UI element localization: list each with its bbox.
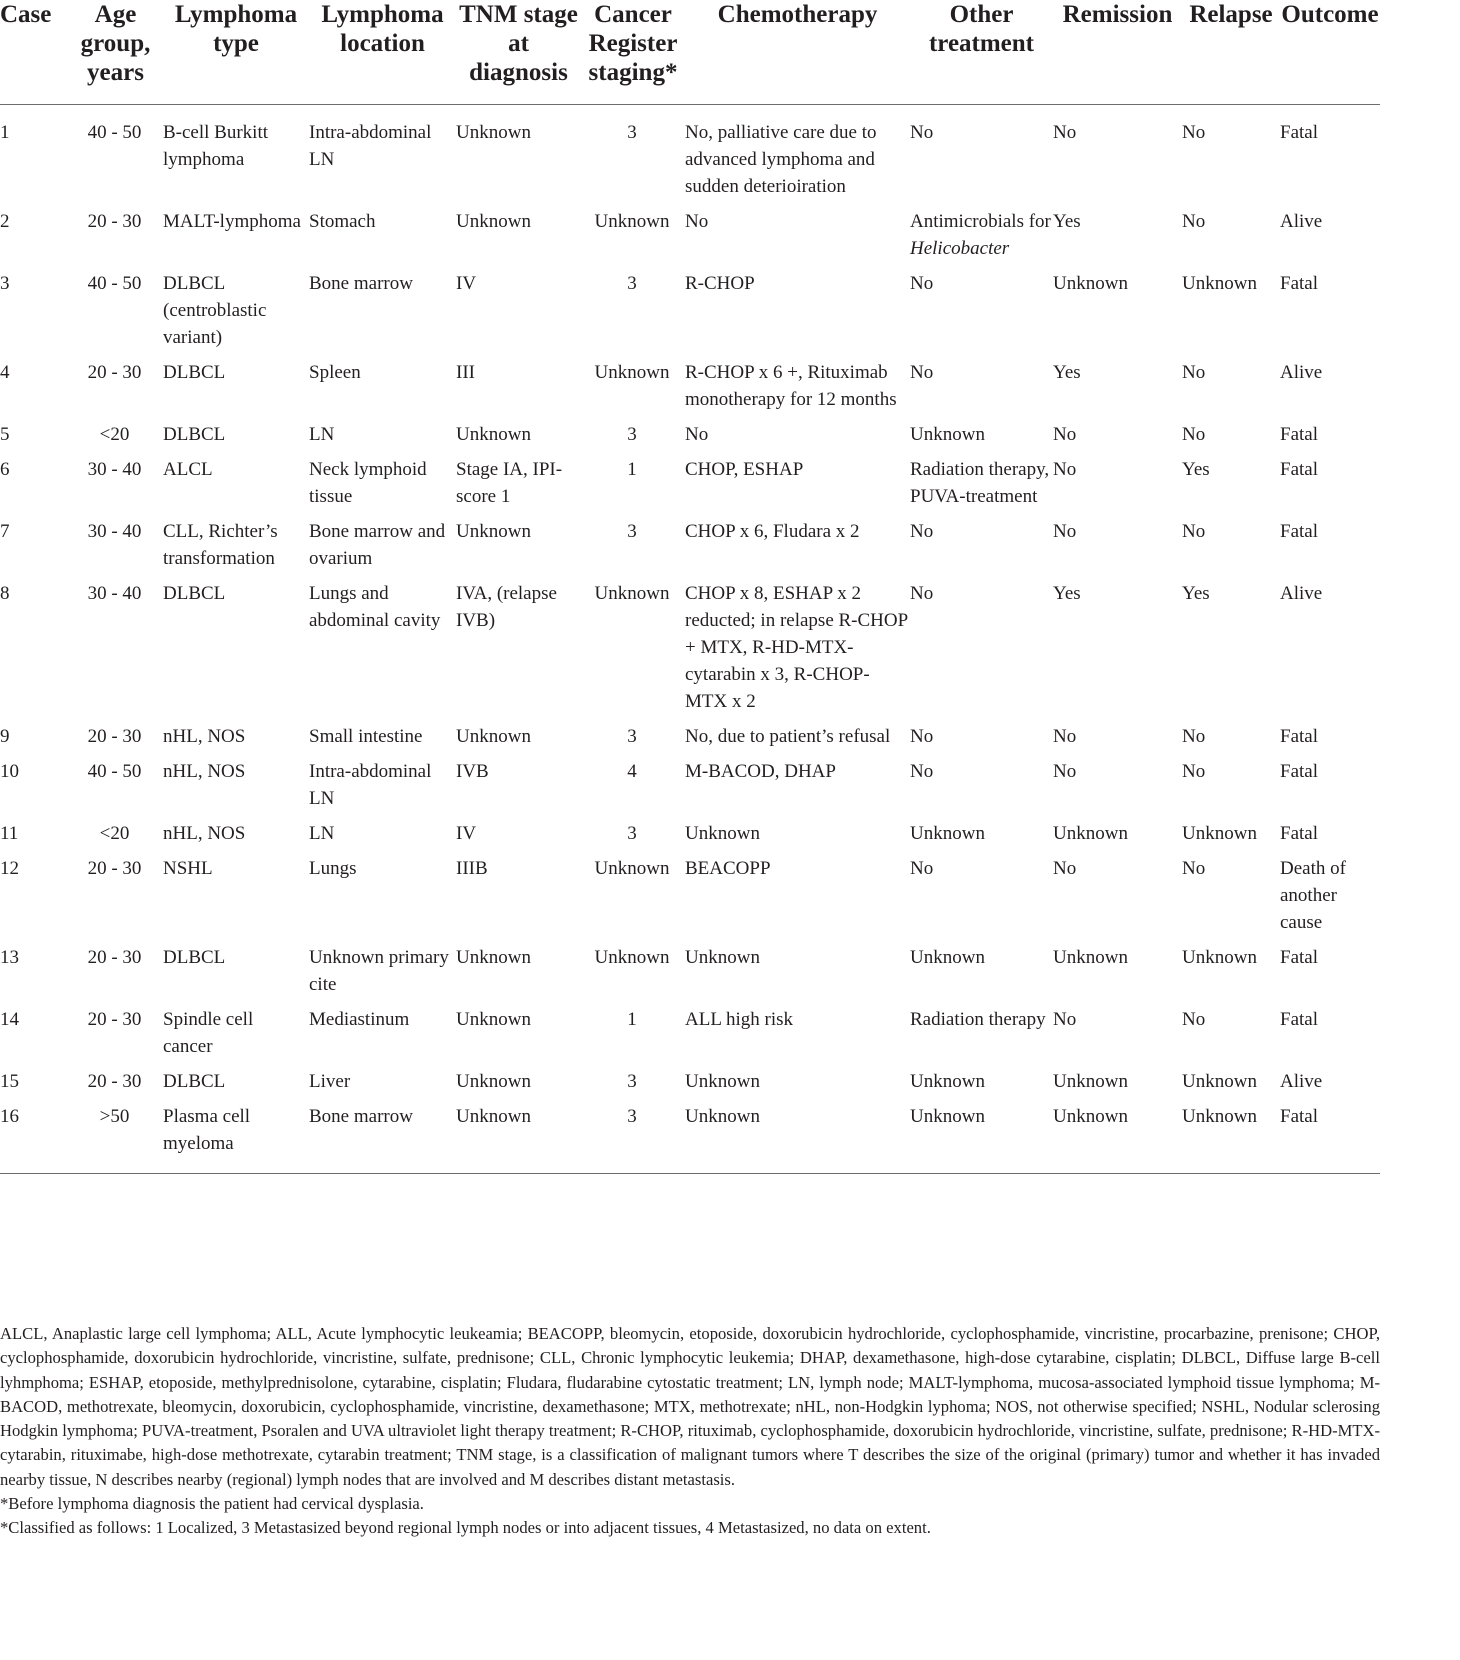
cell-chemotherapy: R-CHOP x 6 +, Rituximab monotherapy for 12 months — [685, 362, 897, 410]
table-row — [0, 816, 1380, 851]
cell-register-staging: 3 — [627, 273, 637, 294]
cell-lymphoma-location: Liver — [309, 1071, 351, 1092]
cell-age-group: 30 - 40 — [87, 583, 142, 604]
table-row — [0, 452, 1380, 514]
cell-lymphoma-location: Intra-abdominal LN — [309, 122, 432, 170]
cell-relapse: No — [1182, 726, 1206, 747]
cell-other-treatment: Radiation therapy, PUVA-treatment — [910, 459, 1050, 507]
cell-case: 7 — [0, 521, 10, 542]
cell-outcome: Alive — [1280, 211, 1323, 232]
footnote-staging-classification: *Classified as follows: 1 Localized, 3 Metastasized beyond regional lymph nodes or into adjacent tissues, 4 Metastasized, no data on extent. — [0, 1518, 931, 1538]
cell-remission: No — [1053, 459, 1077, 480]
cell-other-treatment: No — [910, 858, 934, 879]
cell-age-group: <20 — [99, 823, 130, 844]
cell-other-treatment: Unknown — [910, 424, 985, 445]
table-row — [0, 514, 1380, 576]
cell-lymphoma-type: Plasma cell myeloma — [163, 1106, 251, 1154]
cell-lymphoma-location: Stomach — [309, 211, 376, 232]
cell-relapse: No — [1182, 1009, 1206, 1030]
cell-relapse: Unknown — [1182, 1071, 1257, 1092]
cell-tnm-stage: Stage IA, IPI-score 1 — [456, 459, 563, 507]
cell-case: 14 — [0, 1009, 19, 1030]
cell-age-group: 40 - 50 — [87, 273, 142, 294]
header-outcome: Outcome — [1280, 0, 1380, 105]
italic-term: Helicobacter — [910, 238, 1010, 259]
cell-chemotherapy: CHOP x 6, Fludara x 2 — [685, 521, 860, 542]
cell-register-staging: Unknown — [594, 211, 670, 232]
cell-tnm-stage: III — [456, 362, 475, 383]
cell-outcome: Fatal — [1280, 761, 1318, 782]
cell-register-staging: 4 — [627, 761, 637, 782]
cell-lymphoma-location: LN — [309, 424, 335, 445]
cell-age-group: 20 - 30 — [87, 211, 142, 232]
cell-outcome: Fatal — [1280, 1106, 1318, 1127]
cell-remission: No — [1053, 761, 1077, 782]
cell-tnm-stage: IIIB — [456, 858, 488, 879]
table-row — [0, 754, 1380, 816]
header-case: Case — [0, 0, 68, 105]
cell-lymphoma-type: MALT-lymphoma — [163, 211, 301, 232]
cell-register-staging: 3 — [627, 1106, 637, 1127]
cell-relapse: No — [1182, 761, 1206, 782]
table-row — [0, 204, 1380, 266]
cell-remission: Yes — [1053, 211, 1081, 232]
cell-case: 1 — [0, 122, 10, 143]
cell-tnm-stage: Unknown — [456, 1106, 531, 1127]
cell-case: 3 — [0, 273, 10, 294]
table-row — [0, 355, 1380, 417]
cell-remission: Unknown — [1053, 947, 1128, 968]
cell-tnm-stage: IVB — [456, 761, 489, 782]
header-cancer-register-staging: Cancer Register staging* — [581, 0, 685, 105]
cell-lymphoma-location: Small intestine — [309, 726, 423, 747]
header-remission: Remission — [1053, 0, 1182, 105]
cell-chemotherapy: BEACOPP — [685, 858, 771, 879]
cell-case: 5 — [0, 424, 10, 445]
cell-tnm-stage: IV — [456, 823, 477, 844]
cell-outcome: Fatal — [1280, 1009, 1318, 1030]
cell-outcome: Death of another cause — [1280, 858, 1346, 933]
cell-tnm-stage: Unknown — [456, 1009, 531, 1030]
table-row — [0, 1002, 1380, 1064]
cell-age-group: 20 - 30 — [87, 858, 142, 879]
cell-outcome: Alive — [1280, 1071, 1323, 1092]
cell-tnm-stage: Unknown — [456, 211, 531, 232]
table-row — [0, 417, 1380, 452]
cell-remission: Unknown — [1053, 823, 1128, 844]
cell-outcome: Fatal — [1280, 273, 1318, 294]
cell-lymphoma-type: nHL, NOS — [163, 726, 246, 747]
cell-relapse: Unknown — [1182, 1106, 1257, 1127]
cell-tnm-stage: Unknown — [456, 947, 531, 968]
cell-lymphoma-location: Bone marrow and ovarium — [309, 521, 446, 569]
cell-lymphoma-type: nHL, NOS — [163, 761, 246, 782]
cell-lymphoma-location: Lungs — [309, 858, 357, 879]
cell-remission: Unknown — [1053, 273, 1128, 294]
cell-tnm-stage: Unknown — [456, 521, 531, 542]
cell-remission: No — [1053, 424, 1077, 445]
cell-other-treatment: No — [910, 761, 934, 782]
cell-lymphoma-location: Mediastinum — [309, 1009, 410, 1030]
cell-remission: No — [1053, 726, 1077, 747]
cell-relapse: Unknown — [1182, 273, 1257, 294]
cell-remission: Yes — [1053, 583, 1081, 604]
cell-outcome: Fatal — [1280, 521, 1318, 542]
cell-lymphoma-type: B-cell Burkitt lymphoma — [163, 122, 269, 170]
cell-relapse: No — [1182, 362, 1206, 383]
cell-outcome: Fatal — [1280, 823, 1318, 844]
cell-age-group: 30 - 40 — [87, 521, 142, 542]
cell-tnm-stage: Unknown — [456, 726, 531, 747]
cell-relapse: No — [1182, 424, 1206, 445]
cell-tnm-stage: IVA, (relapse IVB) — [456, 583, 557, 631]
cell-lymphoma-type: Spindle cell cancer — [163, 1009, 254, 1057]
cell-outcome: Fatal — [1280, 726, 1318, 747]
cell-register-staging: 3 — [627, 726, 637, 747]
cell-chemotherapy: CHOP, ESHAP — [685, 459, 804, 480]
cell-outcome: Fatal — [1280, 947, 1318, 968]
cell-chemotherapy: No, due to patient’s refusal — [685, 726, 891, 747]
cell-other-treatment: Antimicrobials for Helicobacter — [910, 211, 1051, 259]
cell-other-treatment: Radiation therapy — [910, 1009, 1046, 1030]
cell-other-treatment: No — [910, 583, 934, 604]
cell-lymphoma-location: Spleen — [309, 362, 361, 383]
cell-case: 4 — [0, 362, 10, 383]
cell-lymphoma-location: Lungs and abdominal cavity — [309, 583, 441, 631]
cell-case: 16 — [0, 1106, 19, 1127]
cell-register-staging: 3 — [627, 521, 637, 542]
cell-lymphoma-location: Neck lymphoid tissue — [309, 459, 427, 507]
cell-relapse: Unknown — [1182, 947, 1257, 968]
cell-case: 9 — [0, 726, 10, 747]
cell-chemotherapy: Unknown — [685, 823, 760, 844]
cell-register-staging: 3 — [627, 122, 637, 143]
cell-chemotherapy: Unknown — [685, 1106, 760, 1127]
cell-age-group: 20 - 30 — [87, 362, 142, 383]
cell-chemotherapy: No, palliative care due to advanced lymphoma and sudden deterioiration — [685, 122, 877, 197]
abbreviations-note: ALCL, Anaplastic large cell lymphoma; ALL, Acute lymphocytic leukeamia; BEACOPP, bleomycin, etoposide, doxorubicin hydrochloride, cyclophosphamide, vincristine, procarbazine, prenisone; CHOP, cyclophosphamide, doxorubicin hydrochloride, vincristine, sulfate, prednisone; CLL, Chronic lymphocytic leukemia; DHAP, dexamethasone, high-dose cytarabine, cisplatin; DLBCL, Diffuse large B-cell lyhmphoma; ESHAP, etoposide, methylprednisolone, cytarabine, cisplatin; Fludara, fludarabine cytostatic treatment; LN, lymph node; MALT-lymphoma, mucosa-associated lymphoid tissue lymphoma; M-BACOD, methotrexate, bleomycin, doxorubicin, cyclophosphamide, vincristine, dexamethasone; MTX, methotrexate; nHL, non-Hodgkin lyphoma; NOS, not otherwise specified; NSHL, Nodular sclerosing Hodgkin lymphoma; PUVA-treatment, Psoralen and UVA ultraviolet light therapy treatment; R-CHOP, rituximab, cyclophosphamide, doxorubicin hydrochloride, vincristine, sulfate, prednisone; R-HD-MTX-cytarabin, rituximabe, high-dose methotrexate, cytarabin treatment; TNM stage, is a classification of malignant tumors where T describes the size of the original (primary) tumor and whether it has invaded nearby tissue, N describes nearby (regional) lymph nodes that are involved and M describes distant metastasis. — [0, 1324, 1380, 1489]
cell-relapse: Unknown — [1182, 823, 1257, 844]
cell-lymphoma-type: DLBCL — [163, 362, 226, 383]
cell-other-treatment: No — [910, 362, 934, 383]
cell-outcome: Fatal — [1280, 424, 1318, 445]
cell-lymphoma-location: Intra-abdominal LN — [309, 761, 432, 809]
cell-case: 6 — [0, 459, 10, 480]
header-age-group: Age group, years — [68, 0, 163, 105]
cell-other-treatment: Unknown — [910, 1071, 985, 1092]
header-row — [0, 0, 1380, 105]
cell-case: 11 — [0, 823, 19, 844]
cell-remission: Unknown — [1053, 1106, 1128, 1127]
cell-chemotherapy: R-CHOP — [685, 273, 755, 294]
cell-case: 8 — [0, 583, 10, 604]
cell-case: 13 — [0, 947, 19, 968]
cell-relapse: Yes — [1182, 459, 1210, 480]
cell-outcome: Alive — [1280, 362, 1323, 383]
cell-remission: No — [1053, 1009, 1077, 1030]
cell-lymphoma-type: DLBCL — [163, 424, 226, 445]
cell-other-treatment: No — [910, 521, 934, 542]
cell-register-staging: Unknown — [594, 362, 670, 383]
cell-chemotherapy: M-BACOD, DHAP — [685, 761, 836, 782]
header-lymphoma-type: Lymphoma type — [163, 0, 309, 105]
cell-age-group: 40 - 50 — [87, 761, 142, 782]
cell-age-group: 30 - 40 — [87, 459, 142, 480]
cell-tnm-stage: Unknown — [456, 1071, 531, 1092]
footnote-cervical-dysplasia: *Before lymphoma diagnosis the patient had cervical dysplasia. — [0, 1494, 424, 1514]
cell-case: 10 — [0, 761, 19, 782]
cell-chemotherapy: ALL high risk — [685, 1009, 794, 1030]
cell-outcome: Fatal — [1280, 459, 1318, 480]
cell-remission: No — [1053, 521, 1077, 542]
cell-lymphoma-type: DLBCL (centroblastic variant) — [163, 273, 267, 348]
cell-relapse: No — [1182, 122, 1206, 143]
cell-lymphoma-type: DLBCL — [163, 583, 226, 604]
cell-tnm-stage: Unknown — [456, 122, 531, 143]
cell-relapse: No — [1182, 858, 1206, 879]
cell-register-staging: 3 — [627, 1071, 637, 1092]
cell-lymphoma-type: nHL, NOS — [163, 823, 246, 844]
cell-lymphoma-type: DLBCL — [163, 1071, 226, 1092]
cell-other-treatment: Unknown — [910, 823, 985, 844]
cell-tnm-stage: IV — [456, 273, 477, 294]
cell-age-group: 40 - 50 — [87, 122, 142, 143]
header-other-treatment: Other treatment — [910, 0, 1053, 105]
cell-remission: Unknown — [1053, 1071, 1128, 1092]
cell-chemotherapy: No — [685, 211, 709, 232]
cell-lymphoma-type: CLL, Richter’s transformation — [163, 521, 278, 569]
cell-register-staging: Unknown — [594, 858, 670, 879]
cell-register-staging: Unknown — [594, 947, 670, 968]
table-row — [0, 105, 1380, 205]
cell-relapse: No — [1182, 521, 1206, 542]
cell-age-group: 20 - 30 — [87, 726, 142, 747]
cell-remission: No — [1053, 858, 1077, 879]
cell-outcome: Fatal — [1280, 122, 1318, 143]
cell-age-group: <20 — [99, 424, 130, 445]
table-body — [0, 105, 1380, 1174]
cell-chemotherapy: Unknown — [685, 1071, 760, 1092]
cell-register-staging: 1 — [627, 459, 637, 480]
header-chemotherapy: Chemotherapy — [685, 0, 910, 105]
cell-chemotherapy: Unknown — [685, 947, 760, 968]
cell-register-staging: 3 — [627, 823, 637, 844]
cell-case: 2 — [0, 211, 10, 232]
cell-age-group: 20 - 30 — [87, 1009, 142, 1030]
cell-remission: No — [1053, 122, 1077, 143]
cell-case: 15 — [0, 1071, 19, 1092]
table-row — [0, 576, 1380, 719]
cell-remission: Yes — [1053, 362, 1081, 383]
table-row — [0, 851, 1380, 940]
cell-lymphoma-location: Bone marrow — [309, 273, 413, 294]
cell-relapse: Yes — [1182, 583, 1210, 604]
cell-age-group: 20 - 30 — [87, 1071, 142, 1092]
cell-chemotherapy: CHOP x 8, ESHAP x 2 reducted; in relapse R-CHOP + MTX, R-HD-MTX-cytarabin x 3, R-CHOP-MTX x 2 — [685, 583, 908, 712]
cell-other-treatment: No — [910, 726, 934, 747]
cell-other-treatment: Unknown — [910, 1106, 985, 1127]
header-relapse: Relapse — [1182, 0, 1280, 105]
table-row — [0, 940, 1380, 1002]
cell-other-treatment: No — [910, 273, 934, 294]
cell-case: 12 — [0, 858, 19, 879]
cell-age-group: >50 — [99, 1106, 130, 1127]
cell-lymphoma-type: NSHL — [163, 858, 213, 879]
cell-register-staging: 1 — [627, 1009, 637, 1030]
cell-outcome: Alive — [1280, 583, 1323, 604]
cell-chemotherapy: No — [685, 424, 709, 445]
table-row — [0, 719, 1380, 754]
header-lymphoma-location: Lymphoma location — [309, 0, 456, 105]
cell-register-staging: Unknown — [594, 583, 670, 604]
cell-lymphoma-type: ALCL — [163, 459, 213, 480]
cell-lymphoma-type: DLBCL — [163, 947, 226, 968]
cell-lymphoma-location: Bone marrow — [309, 1106, 413, 1127]
cell-other-treatment: No — [910, 122, 934, 143]
cell-lymphoma-location: Unknown primary cite — [309, 947, 449, 995]
cell-other-treatment: Unknown — [910, 947, 985, 968]
cell-register-staging: 3 — [627, 424, 637, 445]
cell-tnm-stage: Unknown — [456, 424, 531, 445]
cell-lymphoma-location: LN — [309, 823, 335, 844]
table-row — [0, 1064, 1380, 1099]
header-tnm-stage: TNM stage at diagnosis — [456, 0, 581, 105]
table-footnotes — [0, 1322, 1380, 1541]
table-row — [0, 266, 1380, 355]
cell-relapse: No — [1182, 211, 1206, 232]
cell-age-group: 20 - 30 — [87, 947, 142, 968]
table-row — [0, 1099, 1380, 1174]
